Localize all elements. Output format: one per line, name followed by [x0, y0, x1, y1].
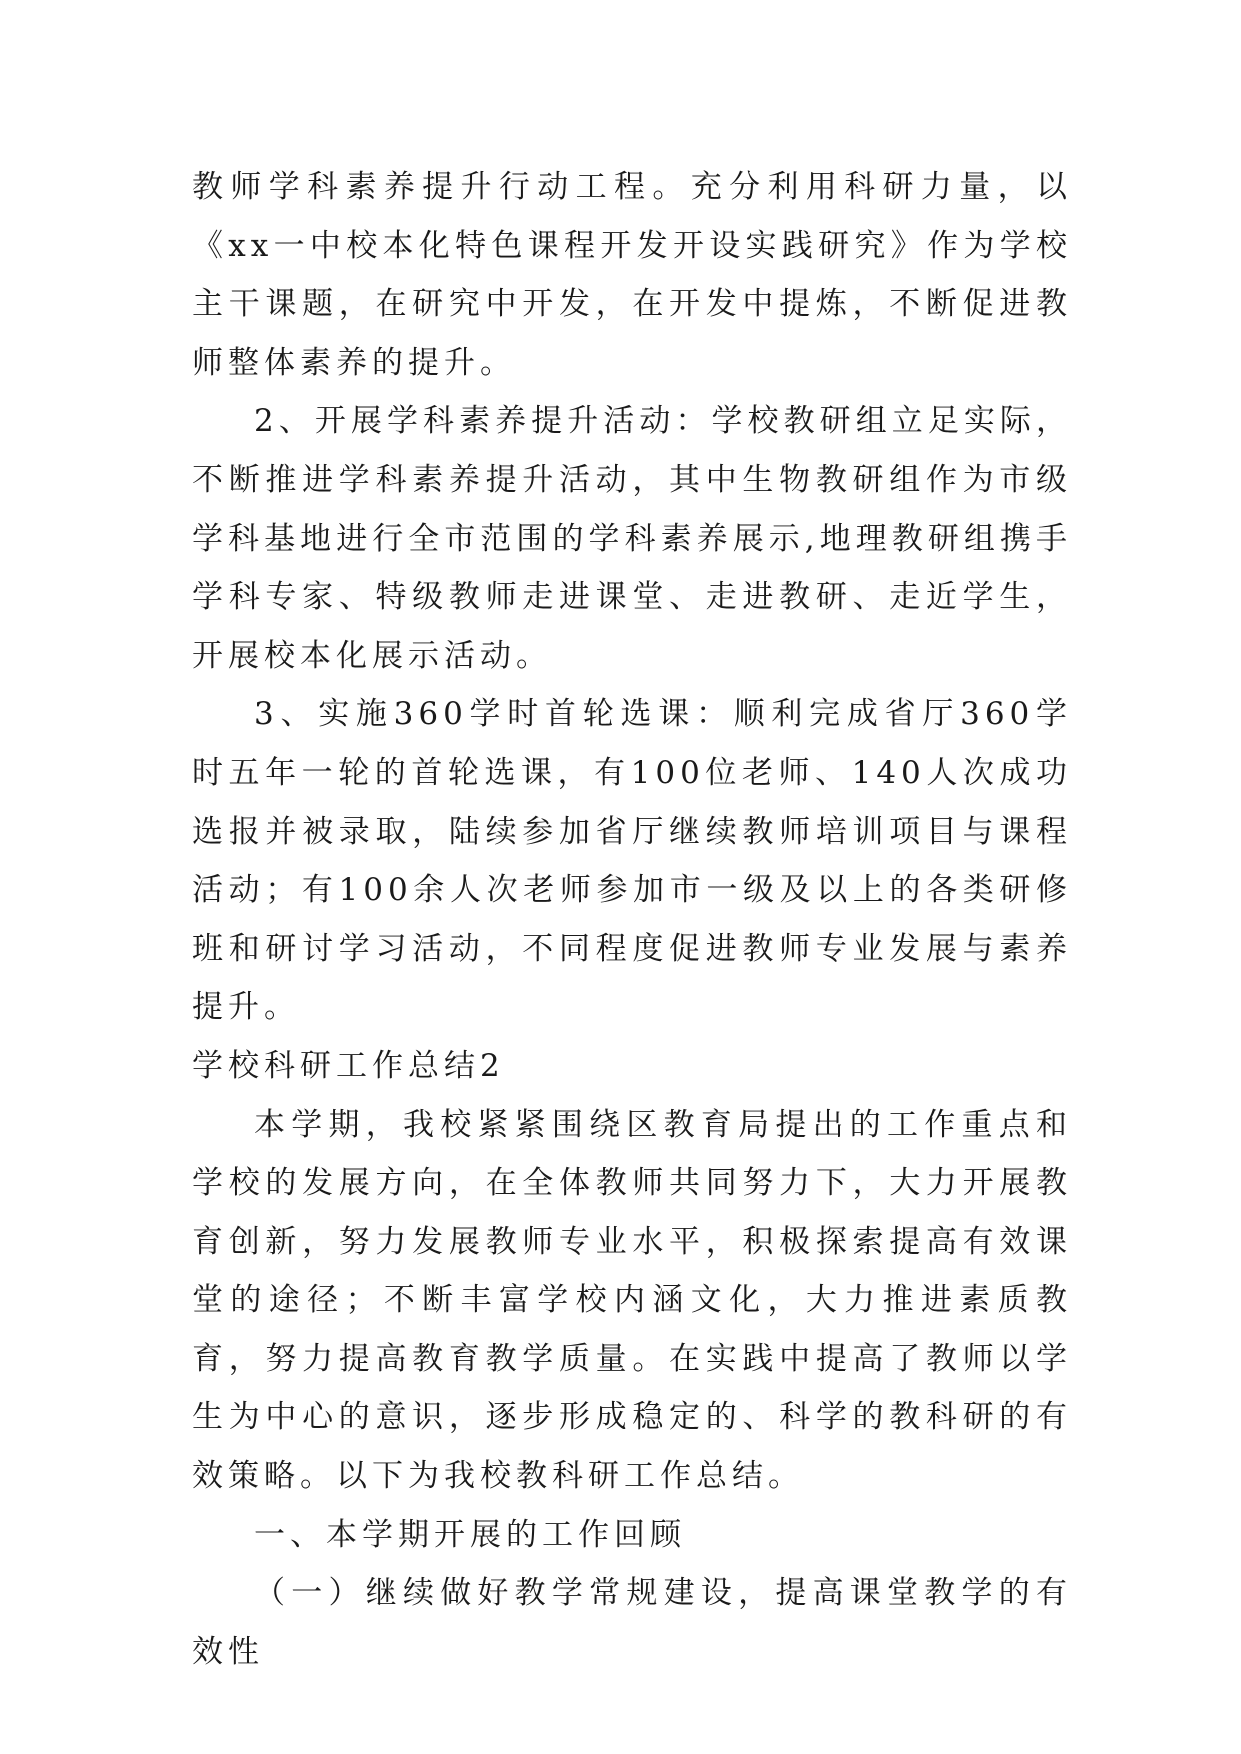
- paragraph-360-hours-course-selection: 3、实施360学时首轮选课：顺利完成省厅360学时五年一轮的首轮选课，有100位老师、140人次成功选报并被录取，陆续参加省厅继续教师培训项目与课程活动；有100余人次老师参加市一级及以上的各类研修班和研讨学习活动，不同程度促进教师专业发展与素养提升。: [192, 696, 1072, 1026]
- paragraph-teacher-literacy-project: 教师学科素养提升行动工程。充分利用科研力量，以《xx一中校本化特色课程开发开设实践研究》作为学校主干课题，在研究中开发，在开发中提炼，不断促进教师整体素养的提升。: [192, 169, 1072, 381]
- subheading-teaching-routine: （一）继续做好教学常规建设，提高课堂教学的有效性: [192, 1575, 1072, 1670]
- heading-work-review: 一、本学期开展的工作回顾: [254, 1516, 686, 1553]
- section-title-summary-2: 学校科研工作总结2: [192, 1047, 505, 1084]
- paragraph-subject-literacy-activities: 2、开展学科素养提升活动：学校教研组立足实际，不断推进学科素养提升活动，其中生物教研组作为市级学科基地进行全市范围的学科素养展示,地理教研组携手学科专家、特级教师走进课堂、走进教研、走近学生，开展校本化展示活动。: [192, 403, 1072, 674]
- document-body: [192, 158, 1072, 1681]
- paragraph-semester-overview: 本学期，我校紧紧围绕区教育局提出的工作重点和学校的发展方向，在全体教师共同努力下，大力开展教育创新，努力发展教师专业水平，积极探索提高有效课堂的途径；不断丰富学校内涵文化，大力推进素质教育，努力提高教育教学质量。在实践中提高了教师以学生为中心的意识，逐步形成稳定的、科学的教科研的有效策略。以下为我校教科研工作总结。: [192, 1106, 1072, 1495]
